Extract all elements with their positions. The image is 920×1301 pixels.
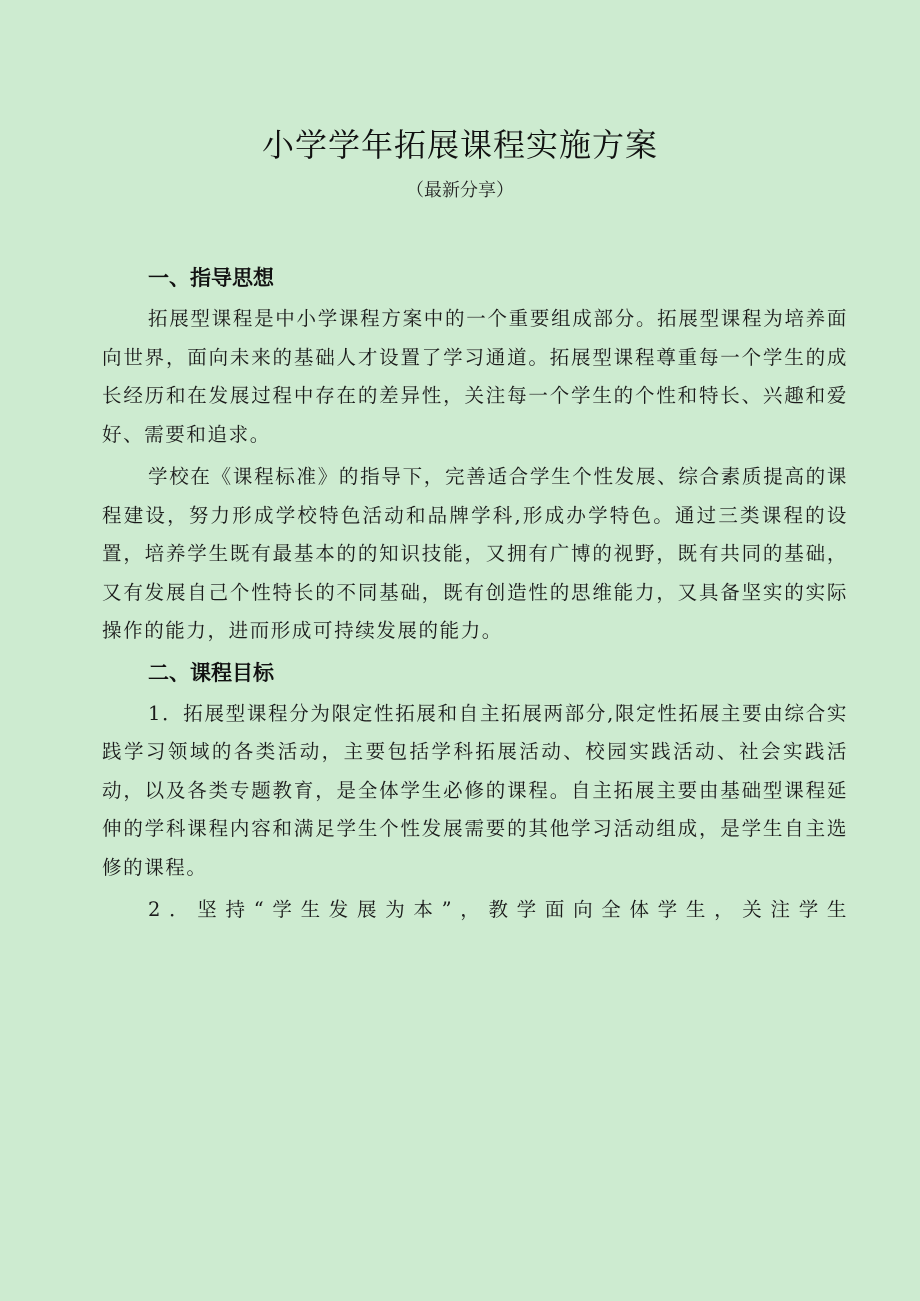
paragraph: 拓展型课程是中小学课程方案中的一个重要组成部分。拓展型课程为培养面向世界，面向未来的基础人才设置了学习通道。拓展型课程尊重每一个学生的成长经历和在发展过程中存在的差异性，关注每一个学生的个性和特长、兴趣和爱好、需要和追求。 [102, 307, 848, 446]
document-body [102, 262, 848, 930]
section-heading-course-goals: 二、课程目标 [148, 660, 274, 685]
paragraph: 1．拓展型课程分为限定性拓展和自主拓展两部分,限定性拓展主要由综合实践学习领域的各类活动，主要包括学科拓展活动、校园实践活动、社会实践活动，以及各类专题教育，是全体学生必修的课程。自主拓展主要由基础型课程延伸的学科课程内容和满足学生个性发展需要的其他学习活动组成，是学生自主选修的课程。 [102, 701, 848, 879]
paragraph: 学校在《课程标准》的指导下，完善适合学生个性发展、综合素质提高的课程建设，努力形成学校特色活动和品牌学科,形成办学特色。通过三类课程的设置，培养学生既有最基本的的知识技能，又拥有广博的视野，既有共同的基础，又有发展自己个性特长的不同基础，既有创造性的思维能力，又具备坚实的实际操作的能力，进而形成可持续发展的能力。 [102, 465, 848, 642]
section-heading-guiding-ideology: 一、指导思想 [148, 266, 274, 290]
document-subtitle: （最新分享） [406, 180, 514, 201]
document-title: 小学学年拓展课程实施方案 [261, 126, 658, 164]
paragraph: 2．坚持“学生发展为本”，教学面向全体学生，关注学生 [148, 898, 848, 921]
